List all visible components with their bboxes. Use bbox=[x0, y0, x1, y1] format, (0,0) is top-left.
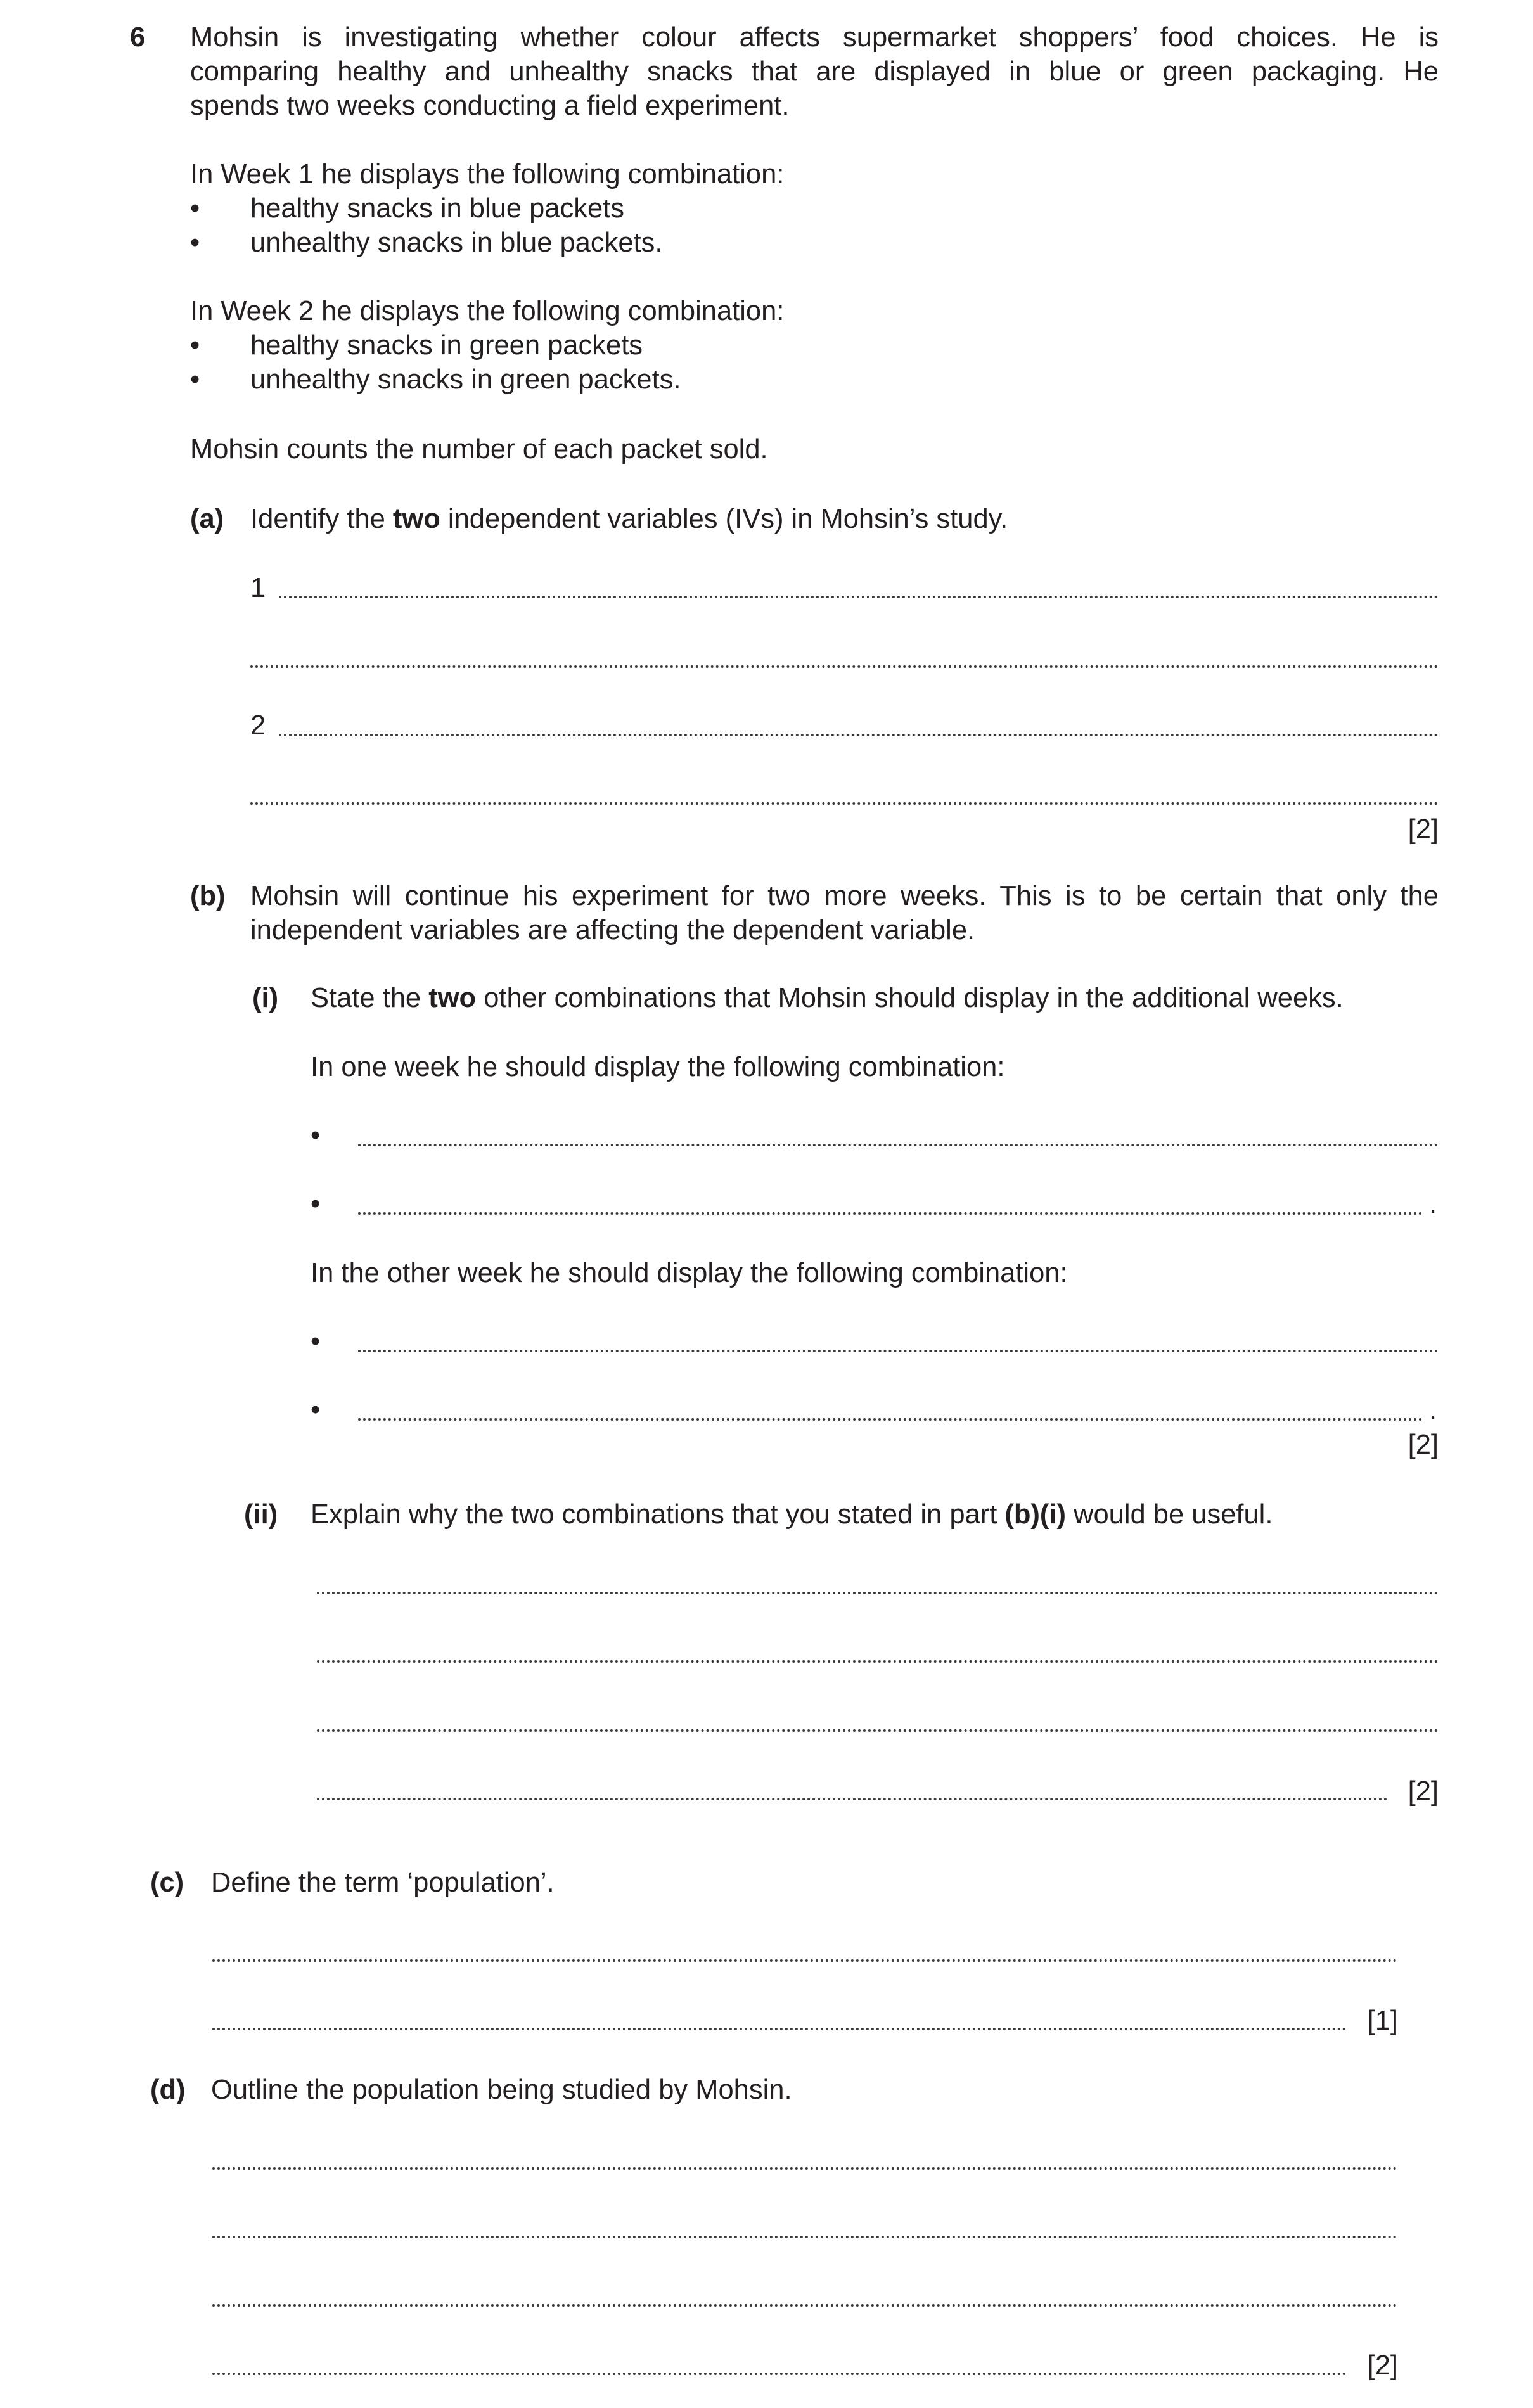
answer-line-a2b[interactable] bbox=[250, 802, 1439, 805]
answer-line-bi-2[interactable] bbox=[358, 1212, 1423, 1215]
week2-item-1: healthy snacks in green packets bbox=[250, 330, 643, 361]
bullet: • bbox=[190, 227, 200, 258]
answer-line-d-3[interactable] bbox=[212, 2304, 1397, 2307]
answer-line-number-2: 2 bbox=[250, 710, 266, 741]
week-b-intro: In the other week he should display the following combination: bbox=[311, 1258, 1068, 1288]
stem-line-2: comparing healthy and unhealthy snacks that are displayed in blue or green packaging. He bbox=[190, 56, 1439, 87]
part-c-question: Define the term ‘population’. bbox=[211, 1867, 555, 1898]
answer-line-bii-1[interactable] bbox=[317, 1592, 1439, 1594]
week1-intro: In Week 1 he displays the following combination: bbox=[190, 159, 785, 189]
answer-line-bi-3[interactable] bbox=[358, 1350, 1439, 1352]
part-b-label: (b) bbox=[190, 881, 226, 911]
part-b-line-1: Mohsin will continue his experiment for two more weeks. This is to be certain that only the bbox=[250, 881, 1439, 911]
bullet: • bbox=[190, 364, 200, 395]
marks-c: [1] bbox=[1367, 2006, 1398, 2036]
bullet: • bbox=[311, 1395, 321, 1425]
week1-item-1: healthy snacks in blue packets bbox=[250, 193, 625, 224]
week-a-intro: In one week he should display the following combination: bbox=[311, 1052, 1005, 1082]
week2-item-2: unhealthy snacks in green packets. bbox=[250, 364, 681, 395]
answer-line-d-1[interactable] bbox=[212, 2167, 1397, 2170]
part-b-line-2: independent variables are affecting the dependent variable. bbox=[250, 915, 975, 945]
part-b-ii-question: Explain why the two combinations that you stated in part (b)(i) would be useful. bbox=[311, 1499, 1273, 1530]
week2-intro: In Week 2 he displays the following combination: bbox=[190, 296, 785, 326]
answer-line-a1[interactable] bbox=[279, 596, 1439, 598]
answer-line-d-4[interactable] bbox=[212, 2373, 1347, 2375]
count-text: Mohsin counts the number of each packet sold. bbox=[190, 434, 768, 464]
part-c-label: (c) bbox=[150, 1867, 184, 1898]
part-a-label: (a) bbox=[190, 504, 224, 534]
answer-line-bii-2[interactable] bbox=[317, 1660, 1439, 1663]
question-number: 6 bbox=[130, 22, 146, 53]
answer-line-bii-3[interactable] bbox=[317, 1729, 1439, 1732]
part-d-question: Outline the population being studied by Mohsin. bbox=[211, 2075, 792, 2105]
answer-line-d-2[interactable] bbox=[212, 2236, 1397, 2238]
marks-a: [2] bbox=[1408, 814, 1439, 845]
marks-d: [2] bbox=[1367, 2350, 1398, 2381]
part-b-i-question: State the two other combinations that Mohsin should display in the additional weeks. bbox=[311, 983, 1344, 1013]
answer-line-bii-4[interactable] bbox=[317, 1798, 1388, 1800]
marks-b-i: [2] bbox=[1408, 1430, 1439, 1460]
line-period: . bbox=[1429, 1395, 1437, 1425]
bullet: • bbox=[190, 193, 200, 224]
answer-line-a1b[interactable] bbox=[250, 665, 1439, 668]
part-b-ii-label: (ii) bbox=[244, 1499, 278, 1530]
answer-line-c-2[interactable] bbox=[212, 2028, 1347, 2030]
answer-line-number-1: 1 bbox=[250, 573, 266, 603]
part-d-label: (d) bbox=[150, 2075, 186, 2105]
answer-line-c-1[interactable] bbox=[212, 1959, 1397, 1962]
stem-line-1: Mohsin is investigating whether colour affects supermarket shoppers’ food choices. He is bbox=[190, 22, 1439, 53]
bullet: • bbox=[190, 330, 200, 361]
stem-line-3: spends two weeks conducting a field experiment. bbox=[190, 91, 790, 121]
line-period: . bbox=[1429, 1189, 1437, 1219]
bullet: • bbox=[311, 1189, 321, 1219]
answer-line-bi-4[interactable] bbox=[358, 1418, 1423, 1421]
bullet: • bbox=[311, 1326, 321, 1357]
answer-line-bi-1[interactable] bbox=[358, 1144, 1439, 1146]
marks-b-ii: [2] bbox=[1408, 1776, 1439, 1807]
part-b-i-label: (i) bbox=[252, 983, 279, 1013]
week1-item-2: unhealthy snacks in blue packets. bbox=[250, 227, 663, 258]
part-a-question: Identify the two independent variables (IVs) in Mohsin’s study. bbox=[250, 504, 1008, 534]
answer-line-a2[interactable] bbox=[279, 734, 1439, 736]
bullet: • bbox=[311, 1120, 321, 1151]
